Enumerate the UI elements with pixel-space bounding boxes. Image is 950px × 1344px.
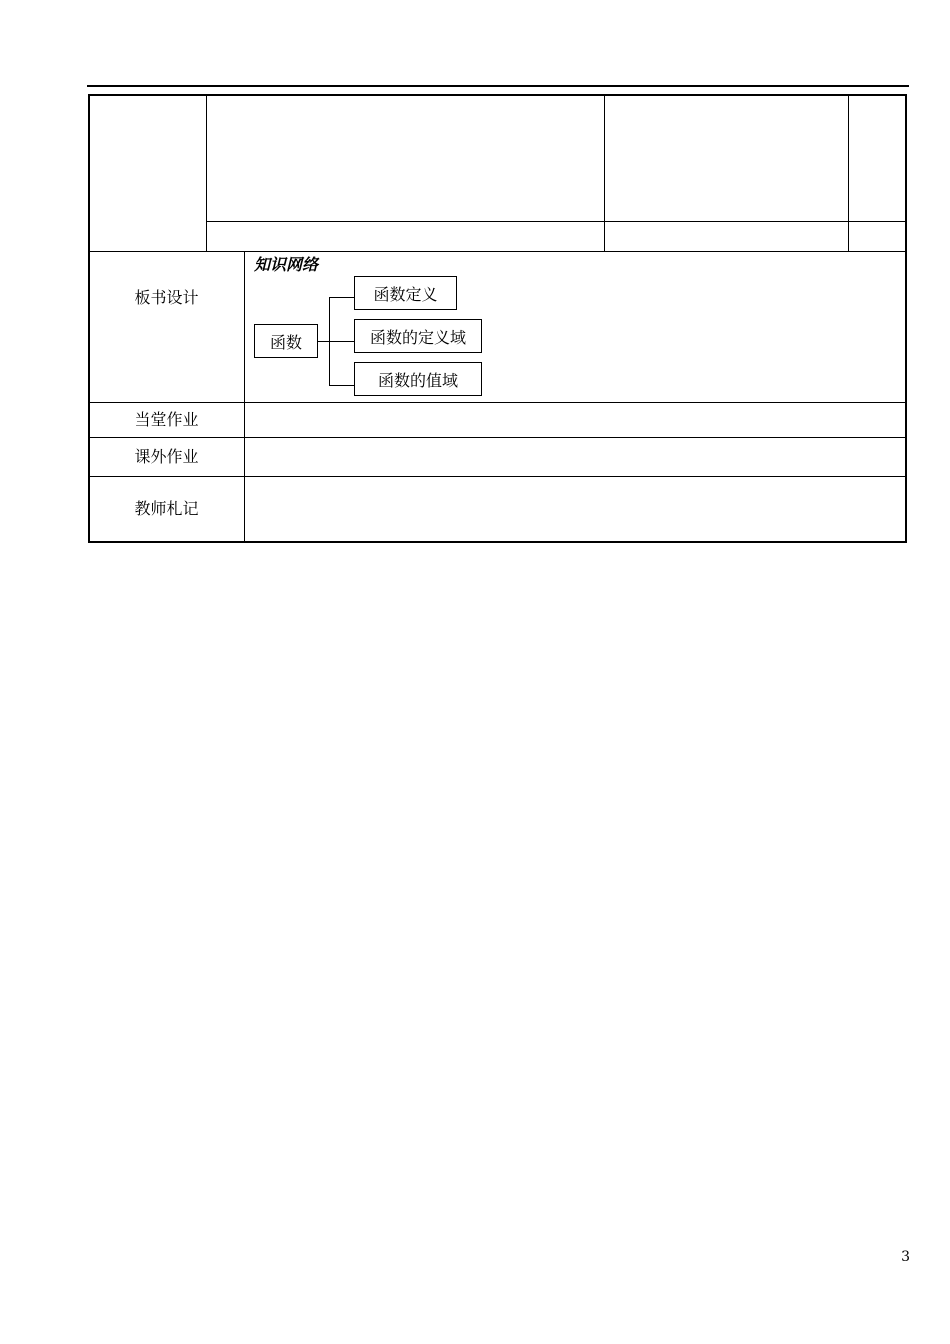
table-divider xyxy=(604,95,605,251)
table-divider xyxy=(848,95,849,251)
node-function-definition: 函数定义 xyxy=(354,276,457,310)
table-divider xyxy=(206,221,905,222)
node-root: 函数 xyxy=(254,324,318,358)
table-divider xyxy=(89,402,905,403)
table-divider xyxy=(89,437,905,438)
node-function-domain: 函数的定义域 xyxy=(354,319,482,353)
table-divider xyxy=(206,95,207,251)
knowledge-network-heading: 知识网络 xyxy=(254,255,319,274)
connector-line xyxy=(329,341,355,342)
table-divider xyxy=(244,251,245,542)
node-function-range: 函数的值域 xyxy=(354,362,482,396)
connector-line xyxy=(329,385,355,386)
row-label-teacher-notes: 教师札记 xyxy=(134,499,199,518)
row-label-board-design: 板书设计 xyxy=(134,288,199,307)
row-label-classwork: 当堂作业 xyxy=(134,410,199,429)
header-rule xyxy=(87,85,909,87)
row-label-homework: 课外作业 xyxy=(134,447,199,466)
page-number: 3 xyxy=(901,1249,910,1265)
connector-line xyxy=(317,341,329,342)
table-divider xyxy=(89,251,905,252)
connector-line xyxy=(329,297,355,298)
table-divider xyxy=(89,476,905,477)
